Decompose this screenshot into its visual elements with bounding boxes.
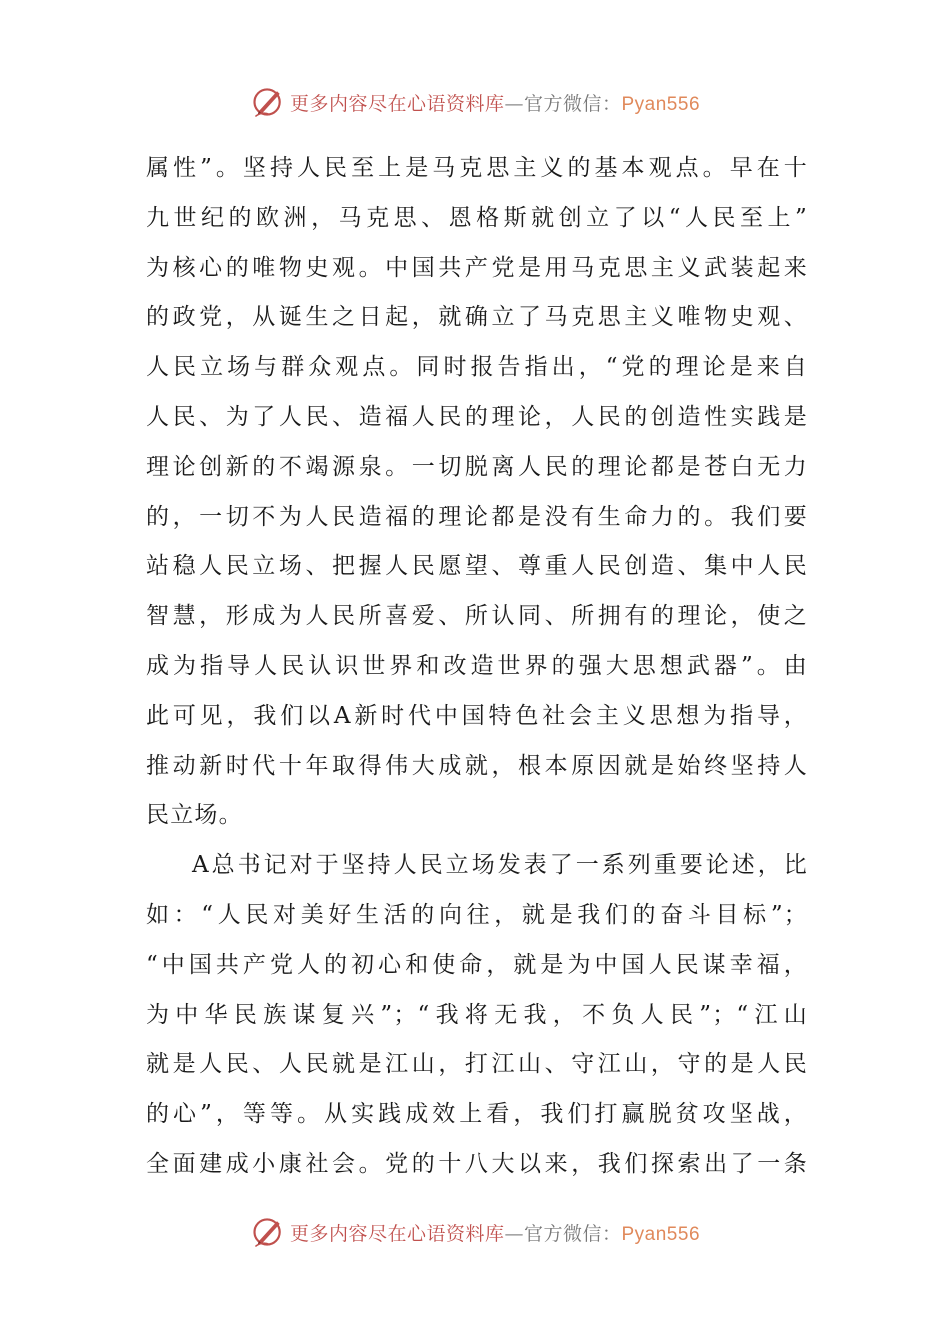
text-line: 人民立场与群众观点。同时报告指出，“党的理论是来自 — [146, 354, 808, 381]
footer-banner — [0, 1210, 950, 1254]
text-line: 成为指导人民认识世界和改造世界的强大思想武器”。由 — [146, 652, 808, 679]
text-line: 此可见，我们以A新时代中国特色社会主义思想为指导， — [146, 702, 808, 729]
header-banner — [0, 80, 950, 124]
text-line: 的，一切不为人民造福的理论都是没有生命力的。我们要 — [146, 503, 808, 530]
text-line: 九世纪的欧洲，马克思、恩格斯就创立了以“人民至上” — [146, 204, 808, 231]
text-line: 的心”，等等。从实践成效上看，我们打赢脱贫攻坚战， — [146, 1101, 808, 1128]
text-line: 属性”。坚持人民至上是马克思主义的基本观点。早在十 — [146, 155, 808, 181]
text-line: 理论创新的不竭源泉。一切脱离人民的理论都是苍白无力 — [146, 453, 808, 480]
text-line: 的政党，从诞生之日起，就确立了马克思主义唯物史观、 — [146, 304, 808, 331]
pen-logo-icon — [250, 84, 286, 120]
text-line: 为核心的唯物史观。中国共产党是用马克思主义武装起来 — [146, 254, 808, 281]
text-line: A总书记对于坚持人民立场发表了一系列重要论述，比 — [192, 852, 808, 879]
header-banner-text: 更多内容尽在心语资料库—官方微信：Pyan556 — [289, 92, 701, 115]
document-body — [146, 144, 808, 1190]
text-line: 为中华民族谋复兴”；“我将无我，不负人民”；“江山 — [146, 1001, 808, 1028]
text-line: 全面建成小康社会。党的十八大以来，我们探索出了一条 — [146, 1150, 808, 1177]
text-line: 推动新时代十年取得伟大成就，根本原因就是始终坚持人 — [146, 752, 808, 779]
pen-logo-icon — [250, 1214, 286, 1250]
text-line: 如：“人民对美好生活的向往，就是我们的奋斗目标”； — [146, 901, 808, 928]
footer-banner-text: 更多内容尽在心语资料库—官方微信：Pyan556 — [289, 1222, 701, 1245]
text-line: 民立场。 — [146, 802, 243, 829]
text-line: “中国共产党人的初心和使命，就是为中国人民谋幸福， — [146, 951, 808, 978]
text-line: 站稳人民立场、把握人民愿望、尊重人民创造、集中人民 — [146, 553, 808, 580]
text-line: 就是人民、人民就是江山，打江山、守江山，守的是人民 — [146, 1051, 808, 1078]
text-line: 智慧，形成为人民所喜爱、所认同、所拥有的理论，使之 — [146, 603, 808, 630]
text-line: 人民、为了人民、造福人民的理论，人民的创造性实践是 — [146, 403, 808, 430]
